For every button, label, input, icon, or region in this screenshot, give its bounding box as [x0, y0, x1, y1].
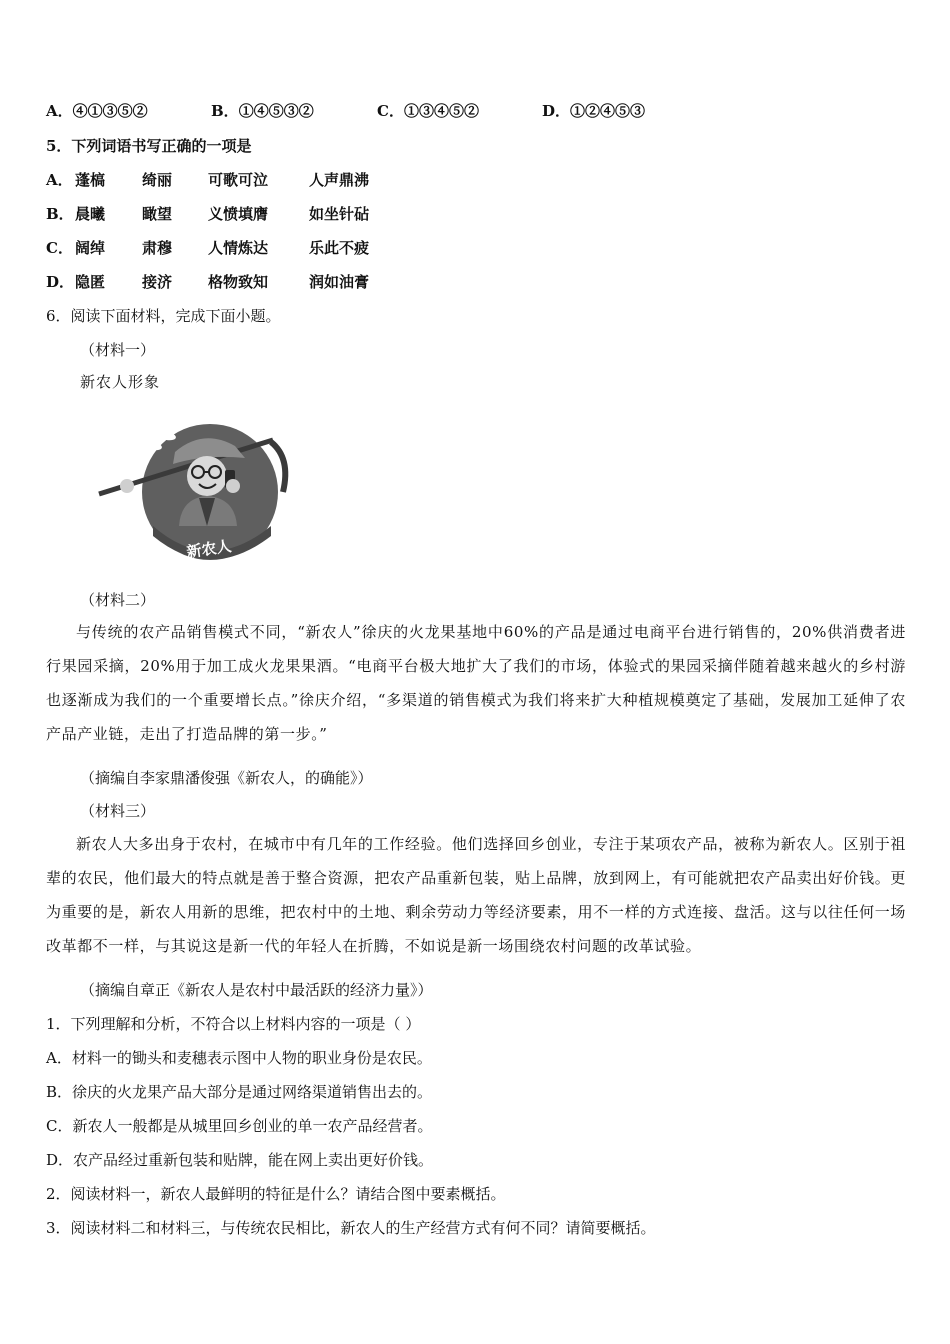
- sub-question-2: 2．阅读材料一，新农人最鲜明的特征是什么？请结合图中要素概括。: [46, 1185, 506, 1203]
- option-word: 如坐针砧: [309, 205, 370, 223]
- q5-stem: 5．下列词语书写正确的一项是: [46, 137, 252, 155]
- option-word: 阔绰: [75, 239, 106, 257]
- option-letter: D．: [46, 273, 75, 291]
- material3-label: （材料三）: [80, 802, 156, 820]
- option-word: 瞰望: [142, 205, 173, 223]
- sub1-option-d: D．农产品经过重新包装和贴牌，能在网上卖出更好价钱。: [46, 1151, 434, 1169]
- option-word: 格物致知: [208, 273, 269, 291]
- sub-question-3: 3．阅读材料二和材料三，与传统农民相比，新农人的生产经营方式有何不同？请简要概括。: [46, 1219, 656, 1237]
- q6-stem: 6．阅读下面材料，完成下面小题。: [46, 307, 281, 325]
- material1-title: 新农人形象: [80, 373, 161, 391]
- material1-label: （材料一）: [80, 341, 156, 359]
- q4-option-c: C．①③④⑤②: [377, 102, 479, 120]
- option-word: 润如油膏: [309, 273, 370, 291]
- option-word: 乐此不疲: [309, 239, 370, 257]
- sub1-option-c: C．新农人一般都是从城里回乡创业的单一农产品经营者。: [46, 1117, 433, 1135]
- option-word: 蓬槁: [75, 171, 106, 189]
- option-word: 晨曦: [75, 205, 106, 223]
- logo-label: 新农人: [185, 537, 233, 562]
- option-word: 接济: [142, 273, 173, 291]
- option-word: 隐匿: [75, 273, 106, 291]
- option-word: 人声鼎沸: [309, 171, 370, 189]
- option-word: 人情炼达: [208, 239, 269, 257]
- option-letter: B．: [46, 205, 74, 223]
- option-letter: A．: [46, 171, 73, 189]
- q4-option-a: A．④①③⑤②: [46, 102, 148, 120]
- material2-paragraph: 与传统的农产品销售模式不同，“新农人”徐庆的火龙果基地中60%的产品是通过电商平台进行销售的，20%供消费者进行果园采摘，20%用于加工成火龙果果酒。“电商平台极大地扩大了我们的市场，体验式的果园采摘伴随着越来越火的乡村游也逐渐成为我们的一个重要增长点。”徐庆介绍，“多渠道的销售模式为我们将来扩大种植规模奠定了基础，发展加工延伸了农产品产业链，走出了打造品牌的第一步。”: [46, 623, 906, 743]
- sub-question-1: 1．下列理解和分析，不符合以上材料内容的一项是（ ）: [46, 1015, 421, 1033]
- option-letter: C．: [46, 239, 73, 257]
- q4-option-b: B．①④⑤③②: [211, 102, 314, 120]
- sub1-option-b: B．徐庆的火龙果产品大部分是通过网络渠道销售出去的。: [46, 1083, 433, 1101]
- option-word: 可歌可泣: [208, 171, 269, 189]
- new-farmer-logo-image: [95, 408, 295, 573]
- option-word: 绮丽: [142, 171, 173, 189]
- material3-paragraph: 新农人大多出身于农村，在城市中有几年的工作经验。他们选择回乡创业，专注于某项农产品，被称为新农人。区别于祖辈的农民，他们最大的特点就是善于整合资源，把农产品重新包装，贴上品牌，放到网上，有可能就把农产品卖出好价钱。更为重要的是，新农人用新的思维，把农村中的土地、剩余劳动力等经济要素，用不一样的方式连接、盘活。这与以往任何一场改革都不一样，与其说这是新一代的年轻人在折腾，不如说是新一场围绕农村问题的改革试验。: [46, 835, 906, 955]
- material3-source: （摘编自章正《新农人是农村中最活跃的经济力量》）: [80, 981, 433, 999]
- material2-label: （材料二）: [80, 591, 156, 609]
- material2-source: （摘编自李家鼎潘俊强《新农人，的确能》）: [80, 769, 373, 787]
- option-word: 义愤填膺: [208, 205, 269, 223]
- q4-option-d: D．①②④⑤③: [542, 102, 646, 120]
- sub1-option-a: A．材料一的锄头和麦穗表示图中人物的职业身份是农民。: [46, 1049, 432, 1067]
- option-word: 肃穆: [142, 239, 173, 257]
